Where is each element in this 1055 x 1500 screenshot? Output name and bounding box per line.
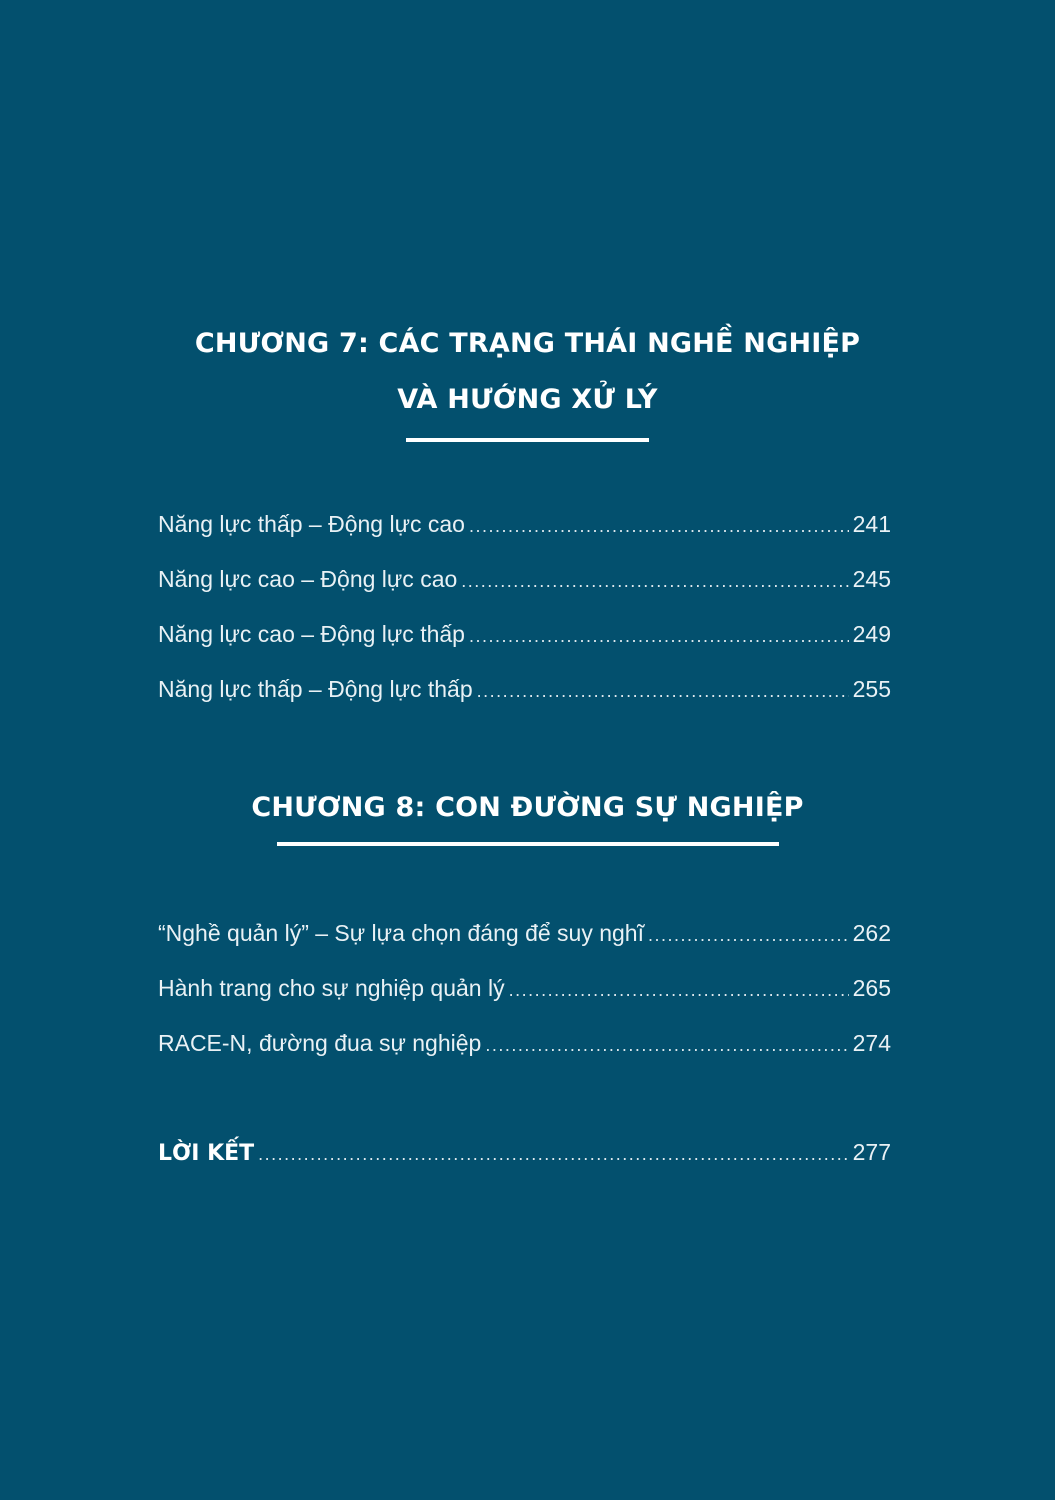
toc-entry[interactable] (158, 920, 891, 975)
toc-entry-page-number: 249 (852, 621, 891, 647)
chapter-8-title-underline (277, 842, 779, 846)
chapter-8-heading (0, 780, 1055, 846)
toc-entry-page-number: 262 (852, 920, 891, 946)
toc-entry[interactable] (158, 566, 891, 621)
dot-leader (477, 681, 849, 702)
toc-entry-page-number: 274 (852, 1030, 891, 1056)
toc-entry-label: Năng lực cao – Động lực cao (158, 566, 458, 592)
chapter-7-title-line-2: VÀ HƯỚNG XỬ LÝ (397, 384, 658, 415)
toc-entry-label: Năng lực thấp – Động lực cao (158, 511, 465, 537)
dot-leader (485, 1035, 848, 1056)
toc-entry-page-number: 245 (852, 566, 891, 592)
closing-toc-list (158, 1139, 891, 1194)
chapter-8-toc-list (158, 920, 891, 1085)
chapter-8-title: CHƯƠNG 8: CON ĐƯỜNG SỰ NGHIỆP (251, 792, 804, 823)
dot-leader (648, 925, 849, 946)
closing-label: LỜI KẾT (158, 1141, 255, 1166)
closing-page-number: 277 (852, 1139, 891, 1165)
dot-leader (509, 980, 849, 1001)
toc-entry[interactable] (158, 1030, 891, 1085)
dot-leader (469, 626, 849, 647)
toc-entry-closing[interactable] (158, 1139, 891, 1194)
toc-entry[interactable] (158, 621, 891, 676)
toc-entry-label: Hành trang cho sự nghiệp quản lý (158, 975, 505, 1001)
toc-entry[interactable] (158, 975, 891, 1030)
toc-entry-label: Năng lực cao – Động lực thấp (158, 621, 465, 647)
dot-leader (258, 1144, 848, 1165)
toc-entry[interactable] (158, 676, 891, 731)
dot-leader (469, 516, 849, 537)
toc-entry[interactable] (158, 511, 891, 566)
dot-leader (461, 571, 848, 592)
chapter-7-title-line-1: CHƯƠNG 7: CÁC TRẠNG THÁI NGHỀ NGHIỆP (194, 328, 861, 359)
toc-entry-page-number: 255 (852, 676, 891, 702)
toc-entry-label: RACE-N, đường đua sự nghiệp (158, 1030, 482, 1056)
chapter-7-toc-list (158, 511, 891, 731)
toc-entry-label: “Nghề quản lý” – Sự lựa chọn đáng để suy nghĩ (158, 920, 644, 946)
toc-entry-page-number: 241 (852, 511, 891, 537)
chapter-7-title-underline (406, 438, 649, 442)
toc-entry-label: Năng lực thấp – Động lực thấp (158, 676, 473, 702)
toc-entry-page-number: 265 (852, 975, 891, 1001)
chapter-7-heading (0, 316, 1055, 442)
